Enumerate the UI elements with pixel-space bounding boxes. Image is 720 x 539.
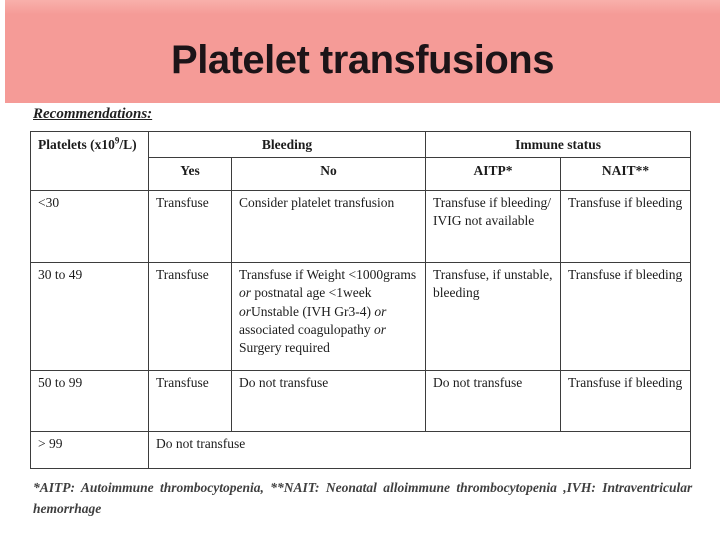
column-header-immune-status: Immune status <box>426 132 691 158</box>
table-row <box>31 191 691 263</box>
table-row <box>31 263 691 371</box>
table-cell: <30 <box>31 191 149 263</box>
title-banner <box>5 0 720 103</box>
footnote: *AITP: Autoimmune thrombocytopenia, **NAIT: Neonatal alloimmune thrombocytopenia ,IVH: Intraventricular hemorrhage <box>33 480 693 516</box>
table-cell: Transfuse, if unstable, bleeding <box>426 263 561 371</box>
table-cell: Transfuse if Weight <1000grams or postnatal age <1week orUnstable (IVH Gr3-4) or associated coagulopathy or Surgery required <box>232 263 426 371</box>
table-row <box>31 432 691 469</box>
table-cell: Transfuse if bleeding <box>561 263 691 371</box>
table-cell: 30 to 49 <box>31 263 149 371</box>
column-header-platelets: Platelets $(x10^9/L)$ <box>31 132 149 191</box>
table-group-header-row <box>31 132 691 158</box>
table-cell: > 99 <box>31 432 149 469</box>
column-header-aitp: AITP* <box>426 158 561 191</box>
table-cell: Transfuse <box>149 263 232 371</box>
slide-title: Platelet transfusions <box>171 38 554 82</box>
table-cell: Transfuse <box>149 191 232 263</box>
table-cell: Do not transfuse <box>232 371 426 432</box>
column-header-nait: NAIT** <box>561 158 691 191</box>
table-cell: Transfuse if bleeding/ IVIG not available <box>426 191 561 263</box>
column-header-bleeding: Bleeding <box>149 132 426 158</box>
column-header-yes: Yes <box>149 158 232 191</box>
table-cell: Transfuse <box>149 371 232 432</box>
recommendations-table <box>30 131 691 469</box>
table-cell: 50 to 99 <box>31 371 149 432</box>
table-cell: Do not transfuse <box>149 432 691 469</box>
table-row <box>31 371 691 432</box>
column-header-no: No <box>232 158 426 191</box>
table-cell: Consider platelet transfusion <box>232 191 426 263</box>
table-cell: Transfuse if bleeding <box>561 191 691 263</box>
table-cell: Transfuse if bleeding <box>561 371 691 432</box>
recommendations-label: Recommendations: <box>33 106 153 122</box>
table-cell: Do not transfuse <box>426 371 561 432</box>
